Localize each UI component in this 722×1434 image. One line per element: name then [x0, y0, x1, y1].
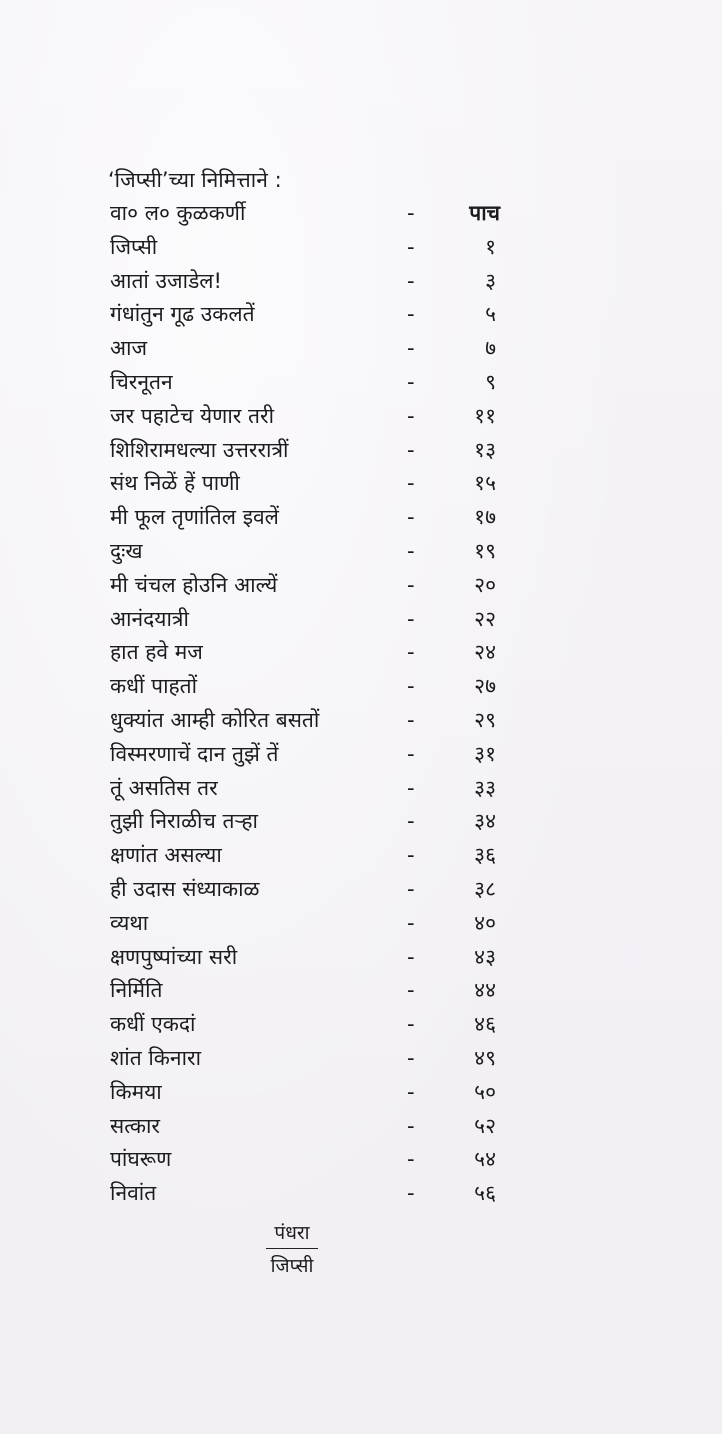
toc-entry-dash: - — [407, 741, 415, 766]
toc-heading: ‘जिप्सी’च्या निमित्ताने : — [108, 168, 282, 192]
toc-entry-dash: - — [407, 843, 415, 868]
toc-entry-page: ४३ — [474, 944, 496, 969]
toc-entry-dash: - — [407, 403, 415, 428]
toc-entry-page: ५६ — [474, 1181, 496, 1206]
toc-entry-dash: - — [407, 1181, 415, 1206]
toc-entry-page: ५० — [474, 1079, 496, 1104]
toc-entry-page: ५ — [485, 302, 496, 327]
toc-entry — [110, 1110, 510, 1144]
toc-entry-title: हात हवे मज — [110, 640, 203, 665]
toc-entry-dash: - — [407, 910, 415, 935]
toc-entry-dash: - — [407, 606, 415, 631]
toc-entry-title: शांत किनारा — [110, 1045, 202, 1070]
toc-entry-title: आतां उजाडेल! — [110, 268, 222, 293]
footer-divider — [266, 1248, 318, 1249]
toc-entry — [110, 501, 510, 535]
toc-entry-page: ३८ — [474, 876, 496, 901]
toc-entry-page: २० — [474, 572, 496, 597]
toc-entry-page: ४९ — [474, 1045, 496, 1070]
toc-entry-title: ही उदास संध्याकाळ — [110, 876, 260, 901]
toc-entry-page: ११ — [474, 403, 496, 428]
toc-entry — [110, 907, 510, 941]
toc-entry-page: १५ — [474, 471, 496, 496]
toc-entry — [110, 839, 510, 873]
toc-entry — [110, 738, 510, 772]
toc-entry — [110, 636, 510, 670]
toc-entry-dash: - — [407, 268, 415, 293]
page-number-label: पंधरा — [274, 1222, 310, 1244]
toc-entry-page: २७ — [474, 674, 496, 699]
toc-entry-page: २२ — [474, 606, 496, 631]
toc-entry-page: १९ — [474, 538, 496, 563]
toc-entry — [110, 569, 510, 603]
toc-entry-dash: - — [407, 471, 415, 496]
toc-entry-title: मी फूल तृणांतिल इवलें — [110, 505, 279, 530]
toc-entry-page: ३६ — [474, 843, 496, 868]
toc-entry — [110, 434, 510, 468]
toc-entry-title: दुःख — [110, 538, 143, 563]
toc-entry-title: तूं असतिस तर — [110, 775, 218, 800]
toc-entry-title: धुक्यांत आम्ही कोरित बसतों — [110, 707, 320, 732]
toc-entry-title: आनंदयात्री — [110, 606, 189, 631]
toc-entry — [110, 603, 510, 637]
toc-entry-page: ५२ — [474, 1113, 496, 1138]
toc-entry-page: १७ — [474, 505, 496, 530]
toc-entry-title: जर पहाटेच येणार तरी — [110, 403, 275, 428]
toc-entry-dash: - — [407, 1147, 415, 1172]
toc-entry-title: जिप्सी — [110, 234, 158, 259]
toc-entry-title: निवांत — [110, 1181, 157, 1206]
toc-entry-dash: - — [407, 674, 415, 699]
toc-entry-title: गंधांतुन गूढ उकलतें — [110, 302, 255, 327]
toc-entry-dash: - — [407, 775, 415, 800]
toc-entry-dash: - — [407, 538, 415, 563]
toc-entry-page: ३३ — [474, 775, 496, 800]
book-title-label: जिप्सी — [270, 1255, 314, 1277]
toc-entry-dash: - — [407, 572, 415, 597]
toc-entry — [110, 1008, 510, 1042]
toc-entry — [110, 941, 510, 975]
toc-entry-page: ९ — [485, 369, 496, 394]
toc-entry — [110, 467, 510, 501]
toc-entry — [110, 1042, 510, 1076]
toc-entry-title: व्यथा — [110, 910, 149, 935]
toc-entry-dash: - — [407, 1113, 415, 1138]
toc-entry-dash: - — [407, 437, 415, 462]
toc-entry-page: २४ — [474, 640, 496, 665]
toc-entry — [110, 366, 510, 400]
toc-entry — [110, 974, 510, 1008]
toc-entry — [110, 1177, 510, 1211]
toc-entry-dash: - — [407, 505, 415, 530]
toc-entry-dash: - — [407, 369, 415, 394]
toc-entry-dash: - — [407, 707, 415, 732]
toc-entry-page: ४६ — [474, 1012, 496, 1037]
toc-entry-title: कधीं पाहतों — [110, 674, 198, 699]
toc-entry-dash: - — [407, 944, 415, 969]
page-footer — [262, 1220, 322, 1279]
table-of-contents — [110, 197, 510, 1211]
toc-entry-page: ३४ — [474, 809, 496, 834]
toc-entry-page: ४० — [474, 910, 496, 935]
toc-entry-title: क्षणांत असल्या — [110, 843, 222, 868]
toc-entry-dash: - — [407, 1079, 415, 1104]
toc-entry-dash: - — [407, 336, 415, 361]
toc-entry — [110, 231, 510, 265]
toc-entry — [110, 400, 510, 434]
toc-entry-title: क्षणपुष्पांच्या सरी — [110, 944, 238, 969]
toc-entry-dash: - — [407, 978, 415, 1003]
toc-entry — [110, 265, 510, 299]
toc-entry-title: किमया — [110, 1079, 162, 1104]
toc-entry-title: आज — [110, 336, 148, 361]
toc-entry — [110, 873, 510, 907]
toc-entry-page: ३१ — [474, 741, 496, 766]
toc-entry-title: तुझी निराळीच तऱ्हा — [110, 809, 258, 834]
toc-entry — [110, 197, 510, 231]
toc-entry-title: शिशिरामधल्या उत्तररात्रीं — [110, 437, 289, 462]
toc-entry-dash: - — [407, 1045, 415, 1070]
toc-entry-dash: - — [407, 234, 415, 259]
toc-entry — [110, 1143, 510, 1177]
toc-entry-dash: - — [407, 302, 415, 327]
toc-entry-title: चिरनूतन — [110, 369, 173, 394]
toc-entry — [110, 298, 510, 332]
toc-entry-title: विस्मरणाचें दान तुझें तें — [110, 741, 279, 766]
toc-entry-page: ५४ — [474, 1147, 496, 1172]
toc-entry-title: संथ निळें हें पाणी — [110, 471, 240, 496]
toc-entry-page: ७ — [485, 336, 496, 361]
toc-entry-title: वा० ल० कुळकर्णी — [110, 201, 246, 225]
toc-entry-page: ३ — [485, 268, 496, 293]
toc-entry-title: कधीं एकदां — [110, 1012, 196, 1037]
toc-entry-page: १३ — [474, 437, 496, 462]
toc-entry — [110, 1076, 510, 1110]
toc-entry-page: पाच — [469, 201, 500, 225]
toc-entry-dash: - — [407, 640, 415, 665]
toc-entry-dash: - — [407, 809, 415, 834]
toc-entry-title: निर्मिति — [110, 978, 163, 1003]
toc-entry — [110, 535, 510, 569]
toc-entry — [110, 332, 510, 366]
toc-entry — [110, 805, 510, 839]
toc-entry-page: ४४ — [474, 978, 496, 1003]
toc-entry-dash: - — [407, 1012, 415, 1037]
toc-entry — [110, 772, 510, 806]
toc-entry-page: १ — [485, 234, 496, 259]
toc-entry — [110, 670, 510, 704]
toc-entry-title: सत्कार — [110, 1113, 161, 1138]
toc-entry-dash: - — [407, 876, 415, 901]
toc-entry-title: मी चंचल होउनि आल्यें — [110, 572, 278, 597]
toc-entry-page: २९ — [474, 707, 496, 732]
toc-entry — [110, 704, 510, 738]
toc-entry-dash: - — [407, 201, 415, 225]
toc-entry-title: पांघरूण — [110, 1147, 172, 1172]
